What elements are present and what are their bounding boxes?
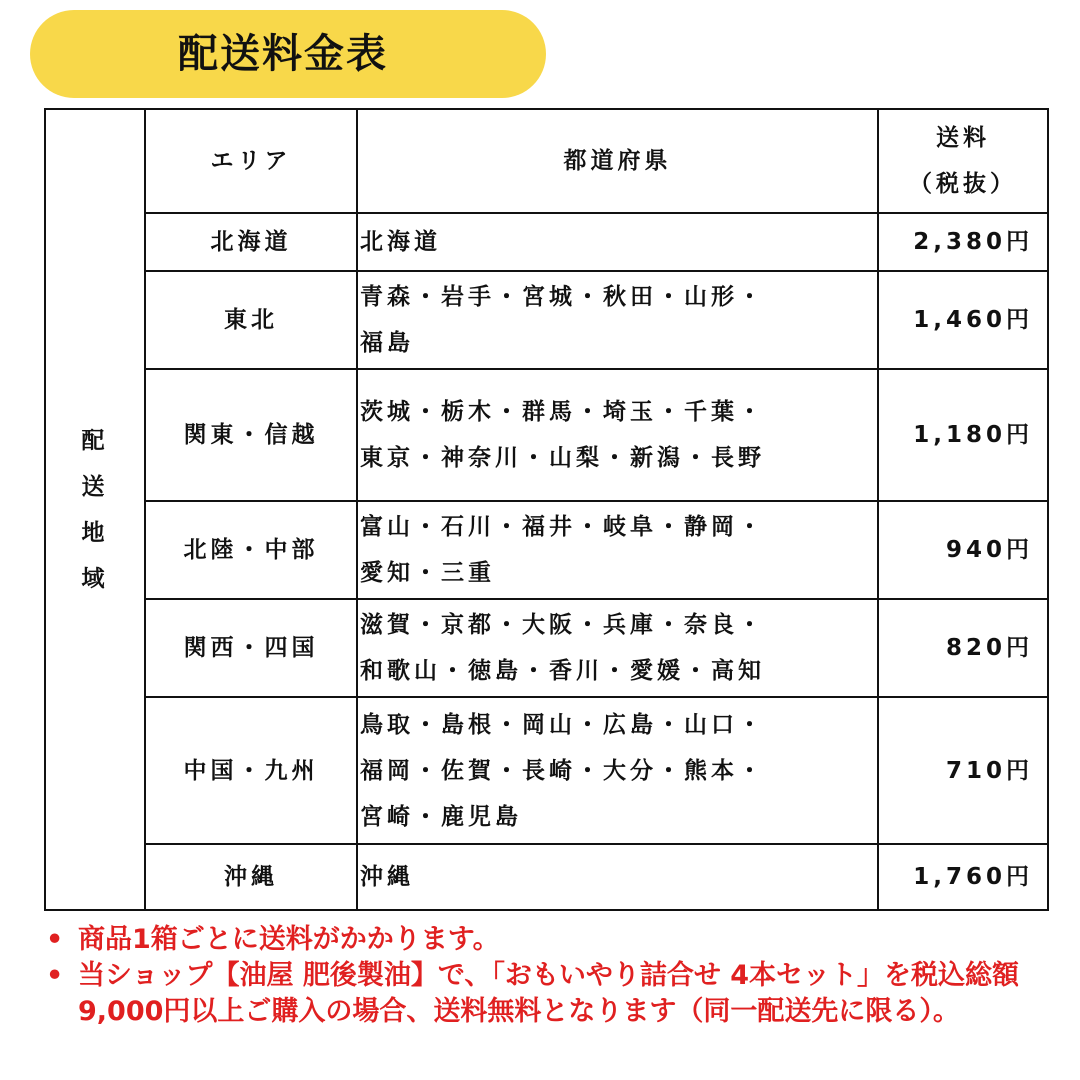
fee-cell: 1,460円 <box>878 271 1048 369</box>
prefecture-cell <box>357 271 878 369</box>
prefecture-cell <box>357 501 878 599</box>
prefecture-line: 茨城・栃木・群馬・埼玉・千葉・ <box>360 399 765 425</box>
prefecture-cell <box>357 213 878 271</box>
note-text: 商品1箱ごとに送料がかかります。 <box>78 924 500 955</box>
area-cell: 北海道 <box>145 213 357 271</box>
prefecture-line: 和歌山・徳島・香川・愛媛・高知 <box>360 658 765 684</box>
fee-header-line1: 送料 <box>936 125 990 151</box>
prefecture-line: 東京・神奈川・山梨・新潟・長野 <box>360 445 765 471</box>
fee-cell: 1,760円 <box>878 844 1048 910</box>
fee-cell: 940円 <box>878 501 1048 599</box>
shipping-rate-table <box>44 108 1049 911</box>
prefecture-line: 北海道 <box>360 229 441 255</box>
prefecture-line: 青森・岩手・宮城・秋田・山形・ <box>360 284 765 310</box>
note-text: 当ショップ【油屋 肥後製油】で、「おもいやり詰合せ 4本セット」を税込総額9,000円以上ご購入の場合、送料無料となります（同一配送先に限る）。 <box>78 960 1020 1027</box>
area-cell: 東北 <box>145 271 357 369</box>
prefecture-line: 愛知・三重 <box>360 560 495 586</box>
table-row <box>45 599 1048 697</box>
table-row <box>45 501 1048 599</box>
side-label-char: 域 <box>81 565 109 592</box>
side-label-char: 送 <box>81 473 109 500</box>
prefecture-line: 富山・石川・福井・岐阜・静岡・ <box>360 514 765 540</box>
prefecture-line: 福岡・佐賀・長崎・大分・熊本・ <box>360 757 765 784</box>
page-title: 配送料金表 <box>178 31 388 77</box>
table-row <box>45 271 1048 369</box>
prefecture-column-header: 都道府県 <box>357 109 878 213</box>
note-item <box>46 922 1066 958</box>
area-cell: 中国・九州 <box>145 697 357 844</box>
fee-cell: 2,380円 <box>878 213 1048 271</box>
table-row <box>45 213 1048 271</box>
delivery-region-label <box>45 109 145 910</box>
prefecture-line: 宮崎・鹿児島 <box>360 803 522 830</box>
area-column-header: エリア <box>145 109 357 213</box>
table-header-row <box>45 109 1048 213</box>
prefecture-line: 沖縄 <box>360 864 414 890</box>
fee-cell: 710円 <box>878 697 1048 844</box>
fee-header-line2: （税抜） <box>909 171 1017 197</box>
prefecture-line: 福島 <box>360 330 414 356</box>
area-cell: 北陸・中部 <box>145 501 357 599</box>
area-cell: 関西・四国 <box>145 599 357 697</box>
shipping-notes <box>46 922 1066 1030</box>
area-cell: 関東・信越 <box>145 369 357 501</box>
prefecture-line: 鳥取・島根・岡山・広島・山口・ <box>360 711 765 738</box>
bullet-icon: • <box>46 924 64 955</box>
side-label-char: 配 <box>81 427 109 454</box>
fee-column-header <box>878 109 1048 213</box>
prefecture-cell <box>357 599 878 697</box>
note-item <box>46 958 1066 1030</box>
bullet-icon: • <box>46 960 64 991</box>
prefecture-cell <box>357 697 878 844</box>
fee-cell: 1,180円 <box>878 369 1048 501</box>
table-row <box>45 697 1048 844</box>
side-label-char: 地 <box>81 519 109 546</box>
prefecture-cell <box>357 844 878 910</box>
prefecture-line: 滋賀・京都・大阪・兵庫・奈良・ <box>360 612 765 638</box>
table-row <box>45 369 1048 501</box>
fee-cell: 820円 <box>878 599 1048 697</box>
area-cell: 沖縄 <box>145 844 357 910</box>
table-row <box>45 844 1048 910</box>
prefecture-cell <box>357 369 878 501</box>
